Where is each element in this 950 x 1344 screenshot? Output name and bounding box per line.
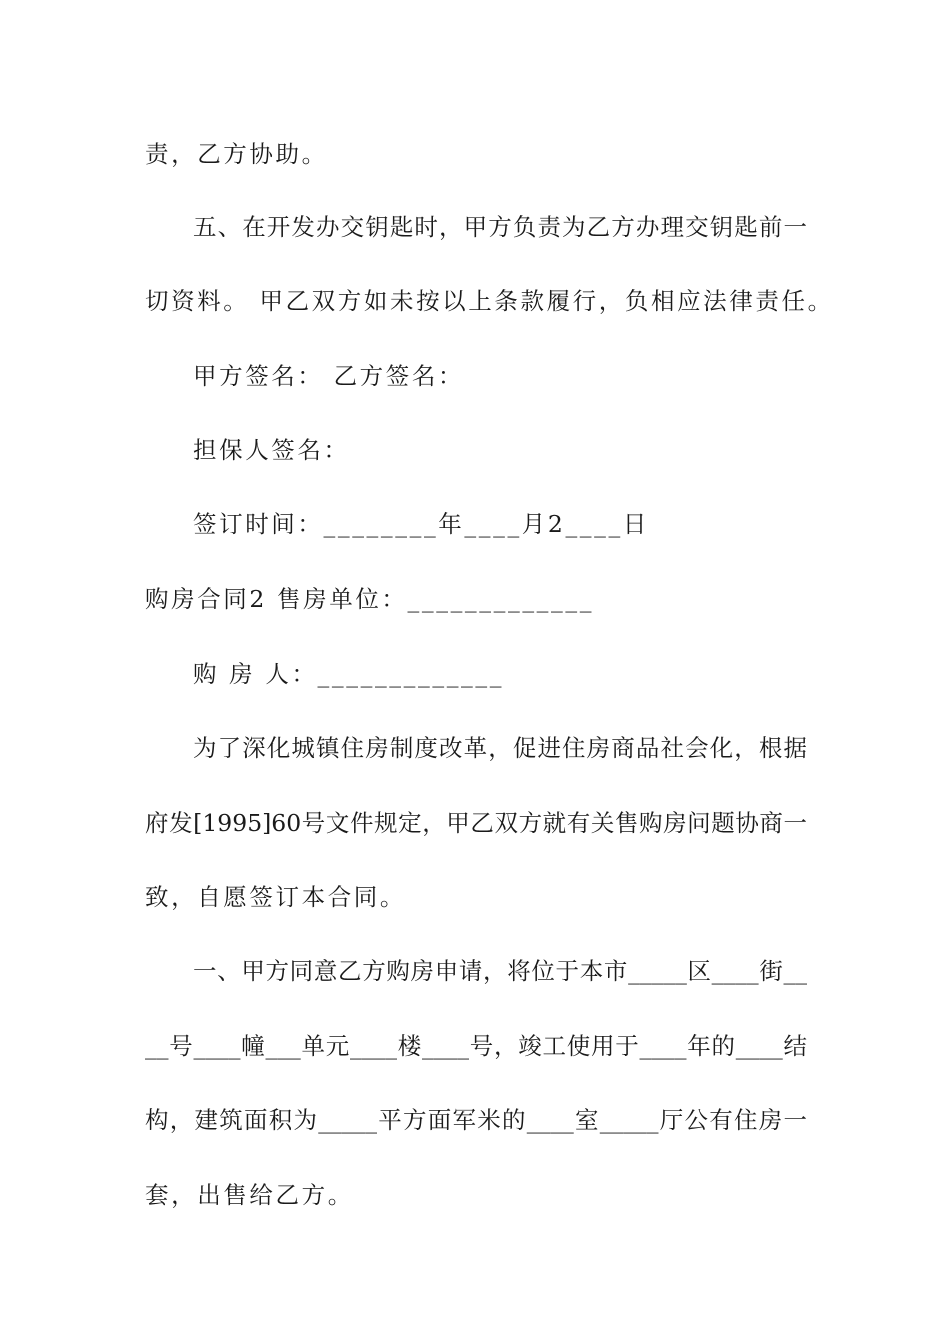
paragraph-line-11: 致，自愿签订本合同。: [145, 883, 406, 911]
signing-date-line: 签订时间：________年____月2____日: [193, 510, 649, 538]
signature-line-parties: 甲方签名： 乙方签名：: [193, 362, 465, 390]
paragraph-line-14: 构，建筑面积为_____平方面军米的____室_____厅公有住房一: [145, 1106, 807, 1134]
buyer-line: 购 房 人：_____________: [193, 660, 505, 688]
paragraph-line-1: 责，乙方协助。: [145, 140, 328, 168]
signature-line-guarantor: 担保人签名：: [193, 436, 350, 464]
paragraph-line-12: 一、甲方同意乙方购房申请，将位于本市_____区____街__: [193, 957, 807, 985]
paragraph-line-10: 府发[1995]60号文件规定，甲乙双方就有关售购房问题协商一: [145, 809, 807, 837]
paragraph-line-2: 五、在开发办交钥匙时，甲方负责为乙方办理交钥匙前一: [193, 213, 807, 241]
paragraph-line-9: 为了深化城镇住房制度改革，促进住房商品社会化，根据: [193, 734, 807, 762]
paragraph-line-15: 套，出售给乙方。: [145, 1181, 354, 1209]
contract-title-seller-line: 购房合同2 售房单位：_____________: [145, 585, 595, 613]
paragraph-line-3: 切资料。 甲乙双方如未按以上条款履行，负相应法律责任。: [145, 287, 834, 315]
paragraph-line-13: __号____幢___单元____楼____号，竣工使用于____年的____结: [145, 1032, 807, 1060]
